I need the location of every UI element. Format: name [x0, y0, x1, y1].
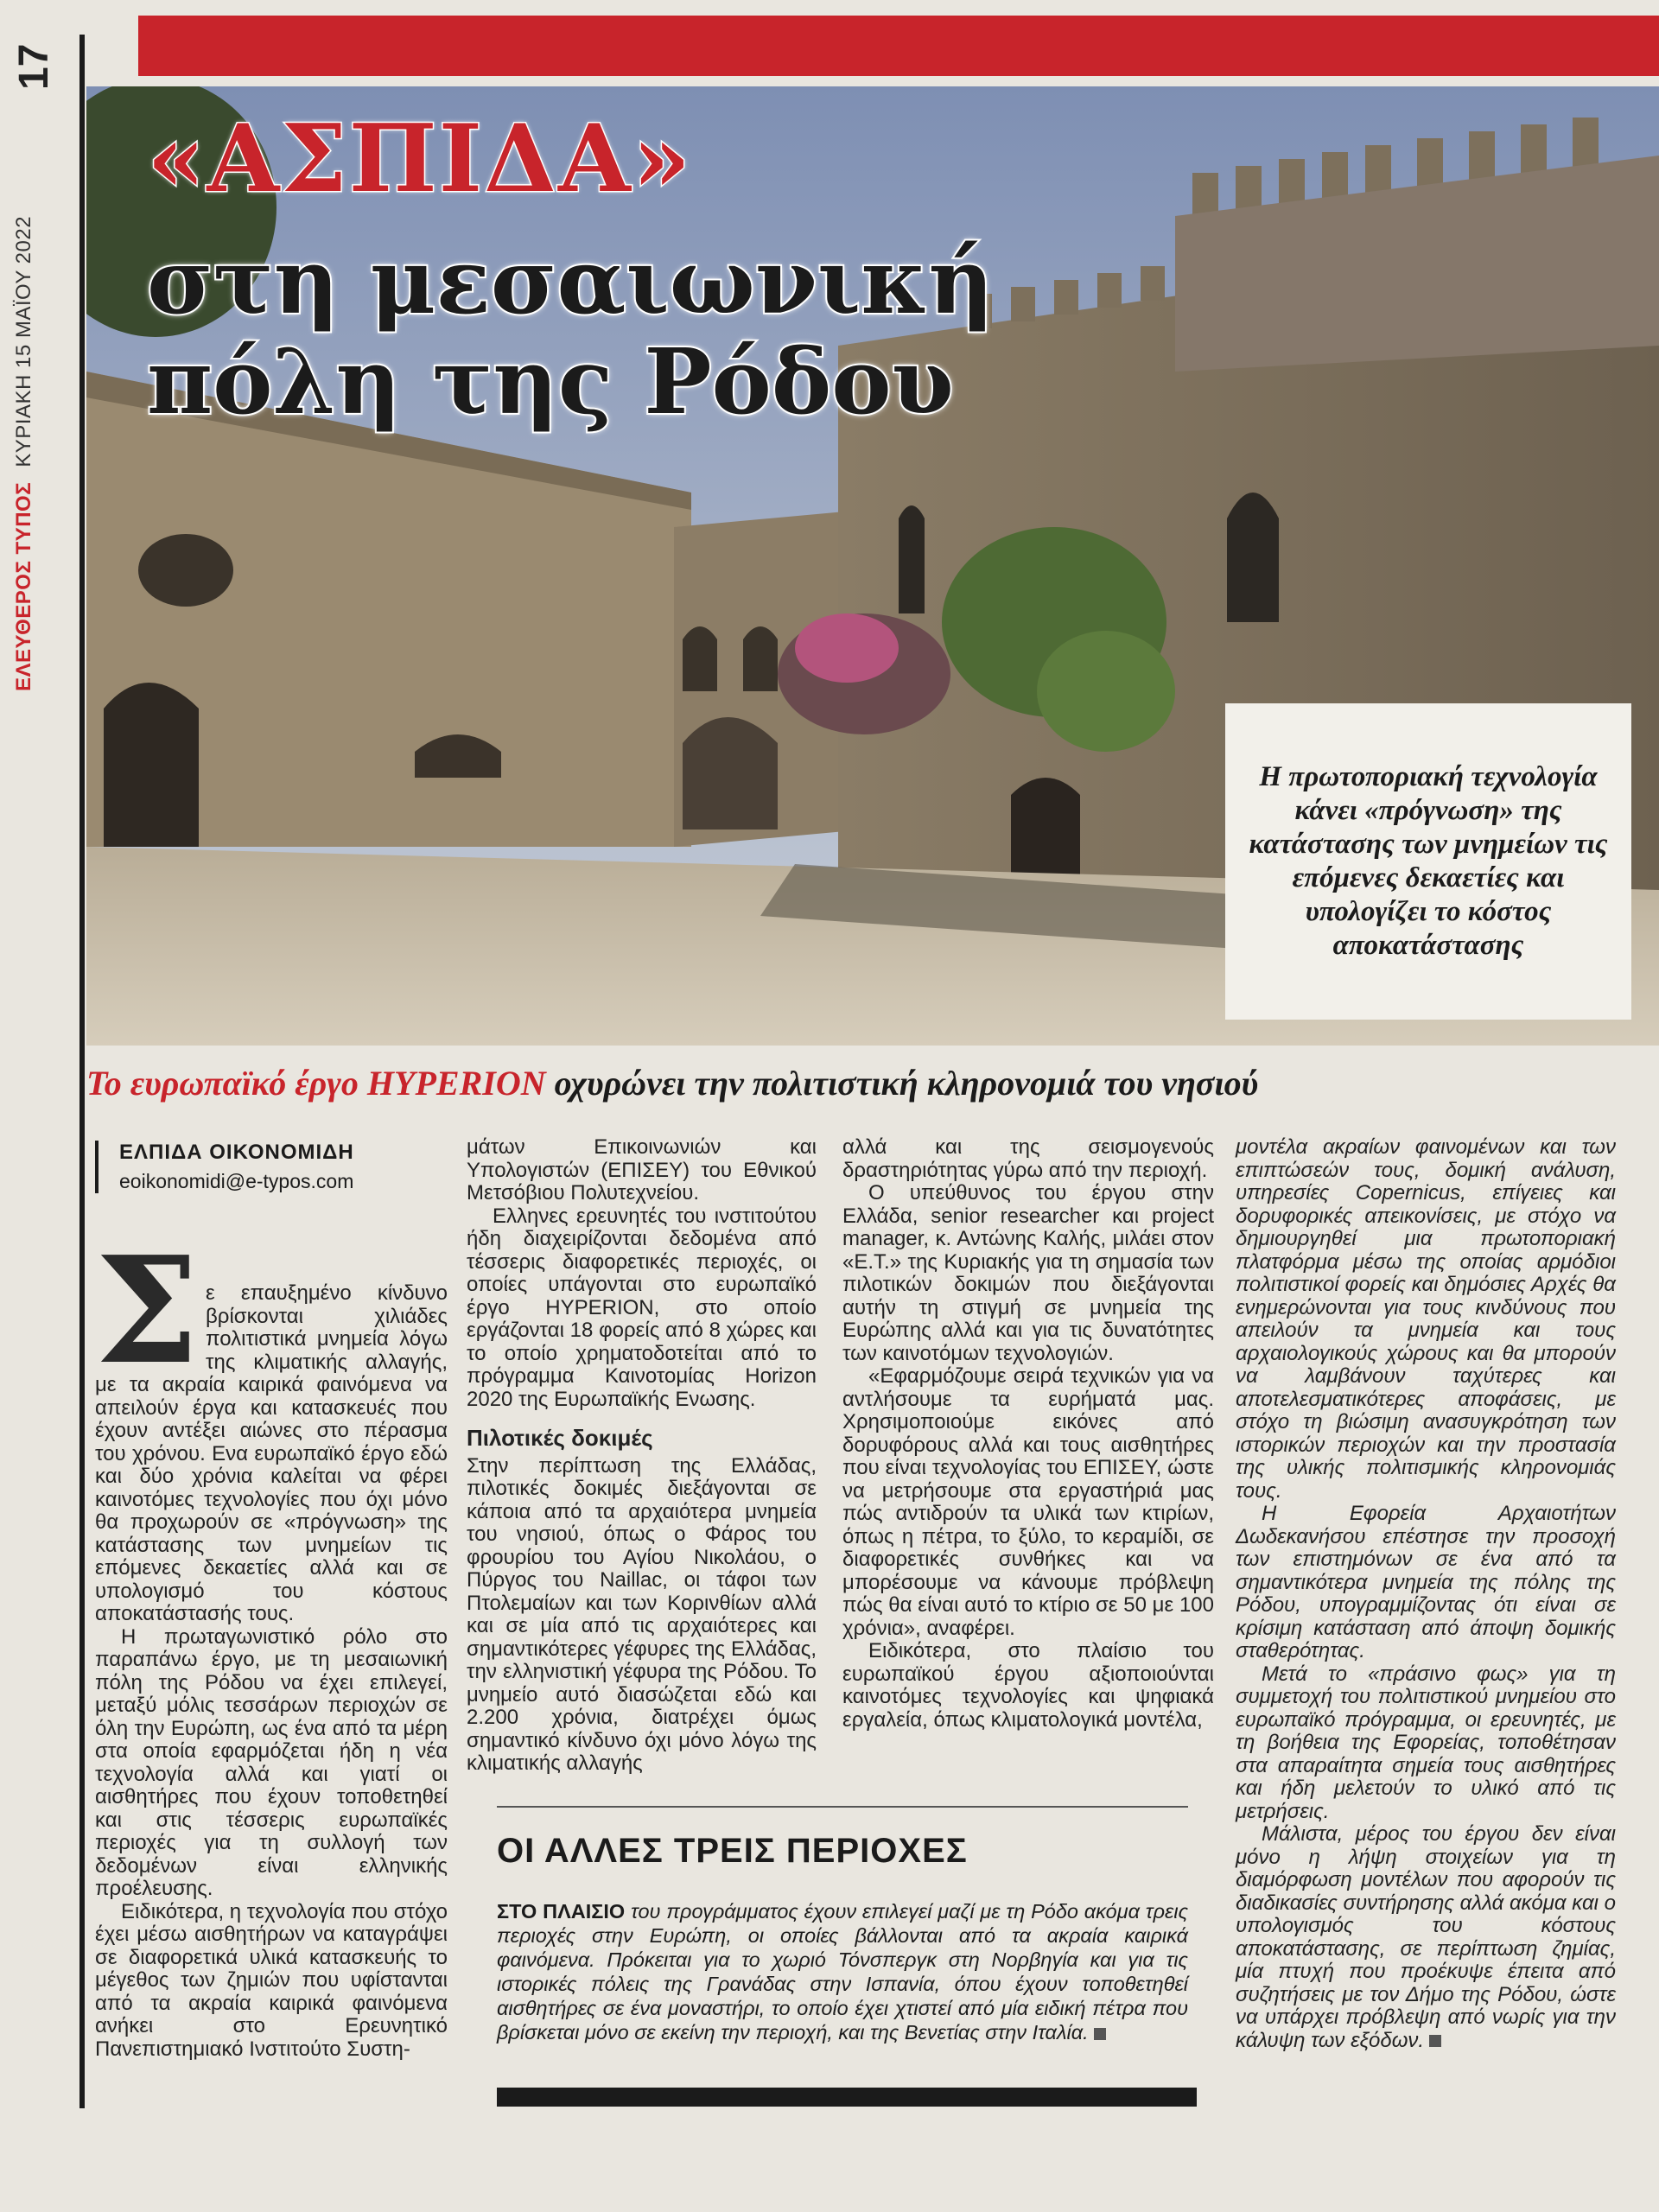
sidebar-box-title: ΟΙ ΑΛΛΕΣ ΤΡΕΙΣ ΠΕΡΙΟΧΕΣ	[497, 1832, 968, 1870]
section-subhead: Πιλοτικές δοκιμές	[467, 1425, 653, 1451]
paragraph: Μάλιστα, μέρος του έργου δεν είναι μόνο η λήψη στοιχείων για τη διαμόρφωση μοντέλων που αφορούν τις διαδικασίες συντήρησης αλλά ακόμα και ο υπολογισμός του κόστους αποκατάστασης, σε περίπτωση ζημίας, μία πτυχή που προέκυψε έπειτα από συζητήσεις με τον Δήμο της Ρόδου, ώστε να υπάρχει πρόβλεψη από νωρίς για την κάλυψη των εξόδων.	[1236, 1822, 1616, 2052]
headline	[147, 105, 994, 435]
end-mark-icon	[1429, 2035, 1441, 2047]
paragraph: Μετά το «πράσινο φως» για τη συμμετοχή του πολιτιστικού μνημείου στο ευρωπαϊκό πρόγραμμα, οι ερευνητές, με τη βοήθεια της Εφορείας, τοποθέτησαν στα απαραίτητα σημεία τους αισθητήρες και ήδη μελετούν το υλικό από τις μετρήσεις.	[1236, 1662, 1616, 1823]
headline-line-2: στη μεσαιωνική	[147, 228, 994, 334]
end-mark-icon	[1094, 2028, 1106, 2040]
paragraph: μάτων Επικοινωνιών και Υπολογιστών (ΕΠΙΣΕΥ) του Εθνικού Μετσόβιου Πολυτεχνείου.	[467, 1135, 817, 1205]
photo-caption-box	[1225, 703, 1631, 1020]
paragraph: Ειδικότερα, η τεχνολογία που στόχο έχει μέσω αισθητήρων να καταγράψει σε διαφορετικά υλικά κατασκευής το μέγεθος των ζημιών που υφίστανται από τα ακραία καιρικά φαινόμενα ανήκει στο Ερευνητικό Πανεπιστημιακό Ινστιτούτο Συστη-	[95, 1899, 448, 2061]
paragraph: Ελληνες ερευνητές του ινστιτούτου ήδη διαχειρίζονται δεδομένα από τέσσερις διαφορετικές περιοχές, οι οποίες υπάγονται στο ευρωπαϊκό έργο HYPERION, στο οποίο εργάζονται 18 φορείς από 8 χώρες και το οποίο χρηματοδοτείται από το πρόγραμμα Καινοτομίας Horizon 2020 της Ευρωπαϊκής Ενωσης.	[467, 1204, 817, 1411]
article-column-1	[95, 1224, 448, 2061]
sidebar-box-rule	[497, 1806, 1188, 1808]
paragraph: Η Εφορεία Αρχαιοτήτων Δωδεκανήσου επέστησε την προσοχή των επιστημόνων σε ένα από τα σημαντικότερα μνημεία της πόλης της Ρόδου, υπογραμμίζοντας ότι είναι σε κρίσιμη κατάσταση από άποψη δομικής σταθερότητας.	[1236, 1502, 1616, 1662]
article-column-4	[1236, 1136, 1616, 2052]
author-name: ΕΛΠΙΔΑ ΟΙΚΟΝΟΜΙΔΗ	[119, 1141, 354, 1164]
paragraph: Ειδικότερα, στο πλαίσιο του ευρωπαϊκού έργου αξιοποιούνται καινοτόμες τεχνολογίες και ψηφιακά εργαλεία, όπως κλιματολογικά μοντέλα,	[842, 1639, 1214, 1732]
spine-masthead	[12, 86, 36, 691]
spine-rule	[79, 35, 85, 2108]
article-column-3	[842, 1136, 1214, 1732]
paragraph: μοντέλα ακραίων φαινομένων και των επιπτώσεών τους, δομική ανάλυση, υπηρεσίες Copernicus, επίγειες και δορυφορικές απεικονίσεις, με στόχο να δημιουργηθεί μια πρωτοποριακή πλατφόρμα μέσω της οποίας αρμόδιοι πολιτιστικοί φορείς και δημόσιες Αρχές θα ενημερώνονται για τους κινδύνους που απειλούν τα μνημεία και τους αρχαιολογικούς χώρους και θα μπορούν να λαμβάνουν ταχύτερες και αποτελεσματικότερες αποφάσεις, με στόχο τη βιώσιμη ανασυγκρότηση των ιστορικών περιοχών και την προστασία της υλικής πολιτισμικής κληρονομιάς τους.	[1236, 1135, 1616, 1503]
photo-caption: Η πρωτοποριακή τεχνολογία κάνει «πρόγνωση» της κατάστασης των μνημείων τις επόμενες δεκαετίες και υπολογίζει το κόστος αποκατάστασης	[1249, 761, 1608, 961]
newspaper-name: ΕΛΕΥΘΕΡΟΣ ΤΥΠΟΣ	[12, 481, 35, 691]
sidebar-box-bottom-bar	[497, 2088, 1197, 2107]
sidebar-box-lead: ΣΤΟ ΠΛΑΙΣΙΟ	[497, 1900, 626, 1923]
top-red-band	[138, 16, 1659, 76]
sidebar-box-text	[497, 1899, 1188, 2044]
byline	[95, 1141, 448, 1193]
paragraph: αλλά και της σεισμογενούς δραστηριότητας γύρω από την περιοχή.	[842, 1135, 1214, 1182]
article-subtitle	[86, 1063, 1650, 1103]
page-number: 17	[11, 43, 57, 90]
paragraph: «Εφαρμόζουμε σειρά τεχνικών για να αντλήσουμε τα ευρήματά μας. Χρησιμοποιούμε εικόνες από δορυφόρους αλλά και τους αισθητήρες που είναι τεχνολογίας του ΕΠΙΣΕΥ, ώστε να μετρήσουμε στα εργαστήριά μας πώς αντιδρούν τα υλικά των κτιρίων, όπως η πέτρα, το ξύλο, το κεραμίδι, σε διαφορετικές συνθήκες και να μπορέσουμε να κάνουμε πρόβλεψη πώς θα είναι αυτό το κτίριο σε 50 με 100 χρόνια», αναφέρει.	[842, 1364, 1214, 1640]
sidebar-box-body: του προγράμματος έχουν επιλεγεί μαζί με τη Ρόδο ακόμα τρεις περιοχές στην Ευρώπη, οι οποίες βάλλονται από τα ακραία καιρικά φαινόμενα. Πρόκειται για το χωριό Τόνσπεργκ στη Νορβηγία και για τις ιστορικές πόλεις της Γρανάδας στην Ισπανία, όπου έχουν τοποθετηθεί αισθητήρες σε ένα μοναστήρι, το οποίο έχει χτιστεί από μία ειδική πέτρα που βρίσκεται μόνο σε εκείνη την περιοχή, και της Βενετίας στην Ιταλία.	[497, 1900, 1189, 2044]
paragraph: ε επαυξημένο κίνδυνο βρίσκονται χιλιάδες πολιτιστικά μνημεία λόγω της κλιματικής αλλαγής, με τα ακραία καιρικά φαινόμενα να απειλούν έργα και κατασκευές που έχουν αντέξει αιώνες στο πέρασμα του χρόνου. Ενα ευρωπαϊκό έργο εδώ και δύο χρόνια καλείται να φέρει καινοτόμες τεχνολογίες που όχι μόνο θα προχωρούν σε «πρόγνωση» της κατάστασης των μνημείων τις επόμενες δεκαετίες αλλά και σε υπολογισμό του κόστους αποκατάστασής τους.	[95, 1281, 448, 1625]
paragraph: Η πρωταγωνιστικό ρόλο στο παραπάνω έργο, με τη μεσαιωνική πόλη της Ρόδου να έχει επιλεγεί, μεταξύ μόλις τεσσάρων περιοχών σε όλη την Ευρώπη, ως ένα από τα μέρη στα οποία εφαρμόζεται ήδη η νέα τεχνολογία αλλά και γιατί οι αισθητήρες που έχουν τοποθετηθεί και στις τέσσερις ευρωπαϊκές περιοχές για τη συλλογή των δεδομένων είναι ελληνικής προέλευσης.	[95, 1624, 448, 1900]
headline-line-3: πόλη της Ρόδου	[147, 328, 954, 435]
paragraph: Ο υπεύθυνος του έργου στην Ελλάδα, senior researcher και project manager, κ. Αντώνης Καλής, μιλάει στον «Ε.Τ.» της Κυριακής για τη σημασία των πιλοτικών δοκιμών που διεξάγονται αυτήν τη στιγμή σε μνημεία της Ευρώπης αλλά και για τις δυνατότητες των καινοτόμων τεχνολογιών.	[842, 1181, 1214, 1365]
paragraph: Στην περίπτωση της Ελλάδας, πιλοτικές δοκιμές διεξάγονται σε κάποια από τα αρχαιότερα μνημεία του νησιού, όπως ο Φάρος του φρουρίου του Αγίου Νικολάου, ο Πύργος του Naillac, οι τάφοι των Πτολεμαίων και των Κορινθίων αλλά και σε μία από τις αρχαιότερες και σημαντικότερες γέφυρες της Ελλάδας, την ελληνιστική γέφυρα της Ρόδου. Το μνημείο αυτό διασώζεται εδώ και 2.200 χρόνια, διατρέχει όμως σημαντικό κίνδυνο όχι μόνο λόγω της κλιματικής αλλαγής	[467, 1453, 817, 1775]
subtitle-rest: οχυρώνει την πολιτιστική κληρονομιά του νησιού	[545, 1064, 1259, 1103]
headline-line-1: «ΑΣΠΙΔΑ»	[147, 105, 693, 213]
article-column-2	[467, 1136, 817, 1776]
author-email[interactable]: eoikonomidi@e-typos.com	[119, 1170, 354, 1192]
issue-date: ΚΥΡΙΑΚΗ 15 ΜΑΪΟΥ 2022	[12, 215, 35, 467]
subtitle-highlight: Το ευρωπαϊκό έργο HYPERION	[86, 1064, 546, 1103]
drop-cap: Σ	[95, 1224, 200, 1397]
